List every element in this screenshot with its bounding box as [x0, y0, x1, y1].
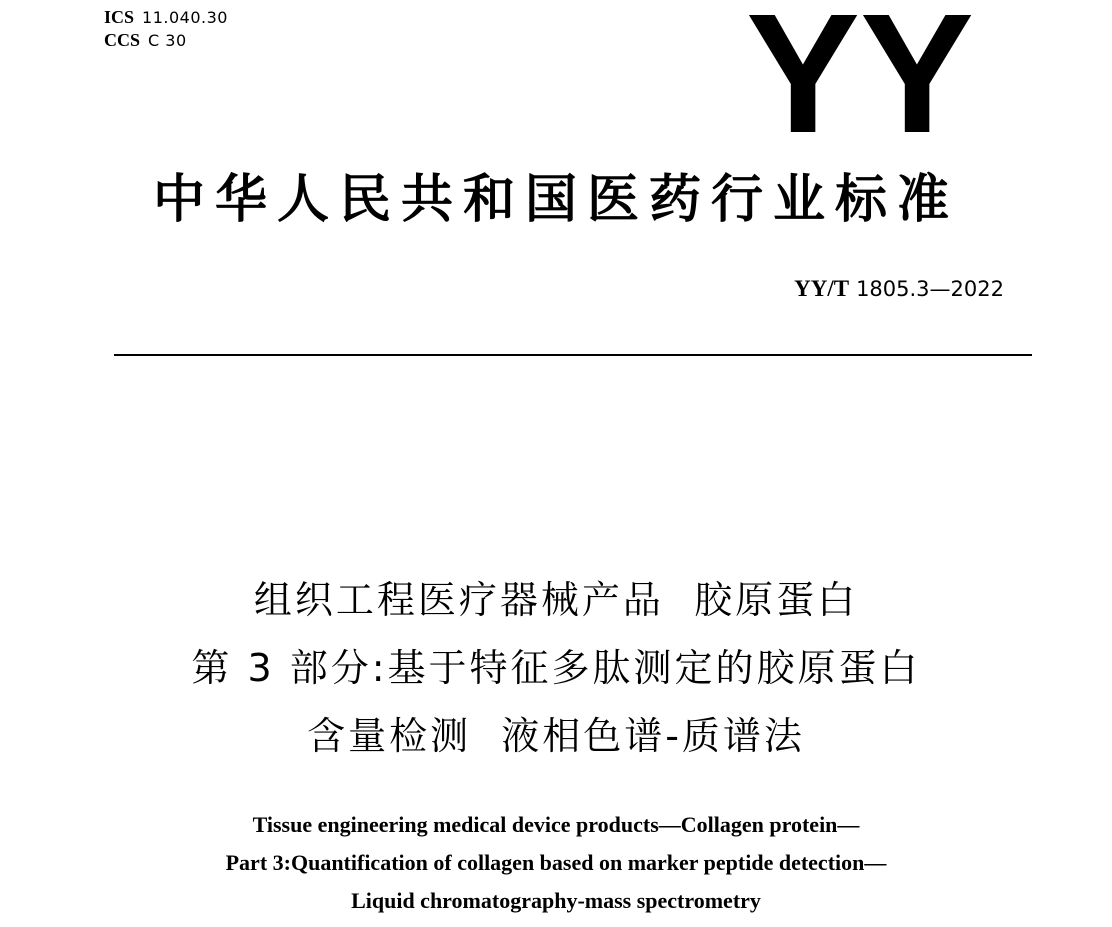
- standard-number: [794, 276, 1004, 302]
- chinese-title: [0, 566, 1112, 770]
- chinese-title-line-3: 含量检测 液相色谱-质谱法: [307, 714, 805, 758]
- classification-codes: [104, 6, 228, 52]
- ics-value: 11.040.30: [142, 8, 228, 27]
- chinese-title-line-1: 组织工程医疗器械产品 胶原蛋白: [253, 578, 859, 622]
- yy-logo: [740, 4, 980, 154]
- ics-code: [104, 6, 228, 29]
- english-title-line-2: Part 3:Quantification of collagen based on marker peptide detection—: [225, 850, 887, 875]
- ics-label: ICS: [104, 7, 135, 27]
- ccs-code: [104, 29, 228, 52]
- english-title-line-1: Tissue engineering medical device products—Collagen protein—: [252, 812, 860, 837]
- standard-number-prefix: YY/T: [794, 276, 850, 301]
- standard-category-title: 中华人民共和国医药行业标准: [152, 170, 959, 230]
- chinese-title-line-2: 第 3 部分:基于特征多肽测定的胶原蛋白: [191, 646, 921, 690]
- ccs-label: CCS: [104, 30, 141, 50]
- standard-number-value: 1805.3—2022: [856, 277, 1004, 301]
- header-divider: [114, 354, 1032, 356]
- english-title-line-3: Liquid chromatography-mass spectrometry: [351, 888, 761, 913]
- ccs-value: C 30: [148, 31, 187, 50]
- yy-logo-text: YY: [746, 4, 974, 154]
- english-title: [0, 806, 1112, 920]
